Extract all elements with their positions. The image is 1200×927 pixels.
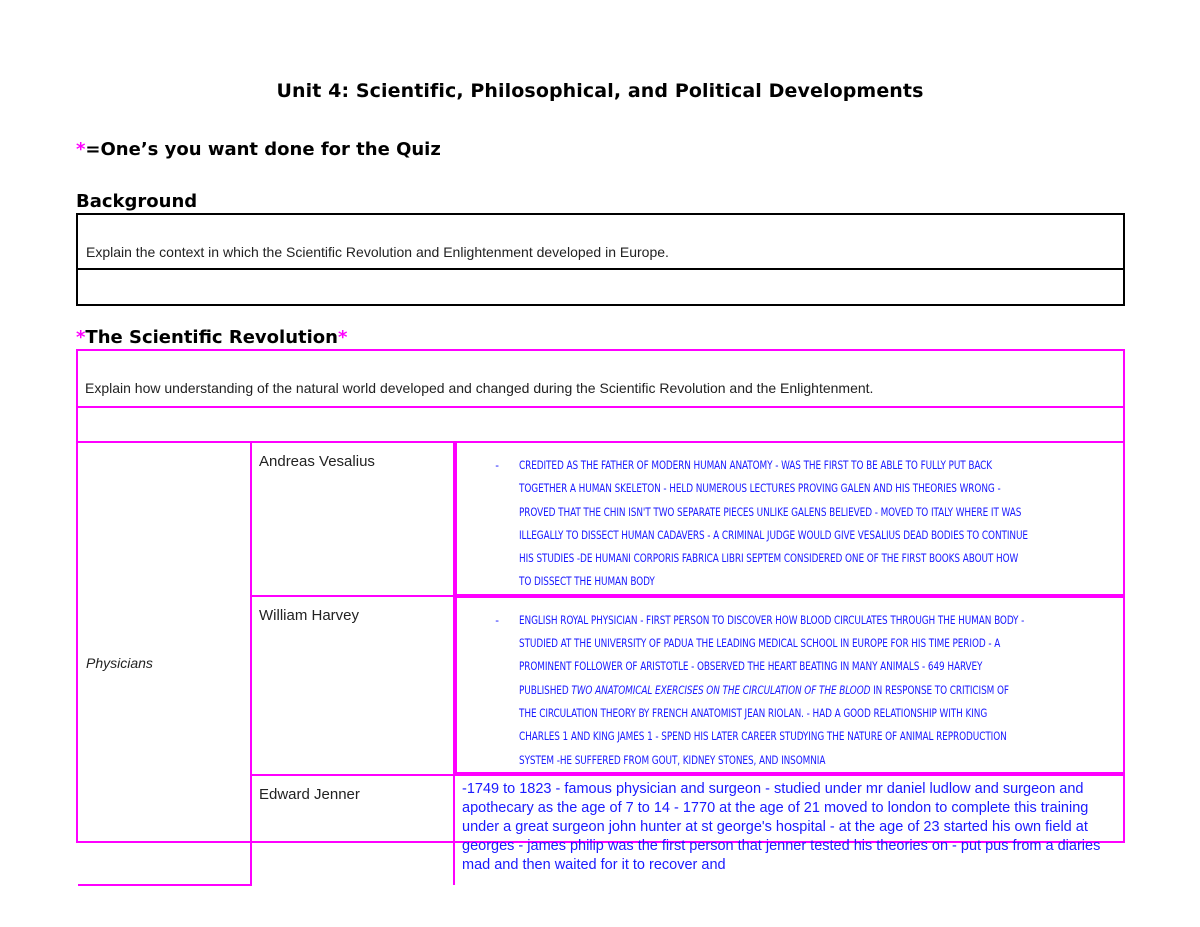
page-title: Unit 4: Scientific, Philosophical, and Political Developments <box>276 80 924 102</box>
notes-text-part: IN RESPONSE TO CRITICISM OF THE CIRCULATION THEORY BY FRENCH ANATOMIST JEAN RIOLAN. - HAD A GOOD RELATIONSHIP WITH KING CHARLES 1 AND KING JAMES 1 - SPEND HIS LATER CAREER STUDYING THE NATURE OF ANIMAL REPRODUCTION SYSTEM -HE SUFFERED FROM GOUT, KIDNEY STONES, AND INSOMNIA <box>519 682 1009 767</box>
notes-text-part: ENGLISH ROYAL PHYSICIAN - FIRST PERSON TO DISCOVER HOW BLOOD CIRCULATES THROUGH THE HUMAN BODY - STUDIED AT THE UNIVERSITY OF PADUA THE LEADING MEDICAL SCHOOL IN EUROPE FOR HIS TIME PERIOD - A PROMINENT FOLLOWER OF ARISTOTLE - OBSERVED THE HEART BEATING IN MANY ANIMALS - 649 HARVEY PUBLISHED <box>519 612 1025 697</box>
heading-star-left: * <box>76 327 86 348</box>
physician-name: Edward Jenner <box>251 775 454 885</box>
physician-name: William Harvey <box>251 596 454 775</box>
book-title: TWO ANATOMICAL EXERCISES ON THE CIRCULATION OF THE BLOOD <box>571 682 871 697</box>
category-cell: Physicians <box>78 443 251 885</box>
scientific-revolution-table <box>76 349 1125 873</box>
heading-text: The Scientific Revolution <box>85 327 338 348</box>
physician-notes[interactable] <box>455 443 1123 596</box>
notes-text: CREDITED AS THE FATHER OF MODERN HUMAN ANATOMY - WAS THE FIRST TO BE ABLE TO FULLY PUT BACK TOGETHER A HUMAN SKELETON - HELD NUMEROUS LECTURES PROVING GALEN AND HIS THEORIES WRONG - PROVED THAT THE CHIN ISN'T TWO SEPARATE PIECES UNLIKE GALENS BELIEVED - MOVED TO ITALY WHERE IT WAS ILLEGALLY TO DISSECT HUMAN CADAVERS - A CRIMINAL JUDGE WOULD GIVE VESALIUS DEAD BODIES TO CONTINUE HIS STUDIES -DE HUMANI CORPORIS FABRICA LIBRI SEPTEM CONSIDERED ONE OF THE FIRST BOOKS ABOUT HOW TO DISSECT THE HUMAN BODY <box>519 458 1028 589</box>
table-row <box>78 443 1123 596</box>
notes-text <box>519 609 1028 772</box>
background-heading: Background <box>76 191 198 212</box>
physician-notes[interactable] <box>455 596 1123 774</box>
scientific-revolution-prompt: Explain how understanding of the natural world developed and changed during the Scientific Revolution and the Enlightenment. <box>78 351 1123 408</box>
quiz-note-text: =One’s you want done for the Quiz <box>85 139 441 160</box>
scientific-revolution-heading <box>76 327 347 348</box>
background-prompt: Explain the context in which the Scientific Revolution and Enlightenment developed in Europe. <box>78 215 1123 270</box>
bullet-dash: - <box>495 458 499 472</box>
physician-name: Andreas Vesalius <box>251 443 454 596</box>
bullet-dash: - <box>495 612 499 627</box>
quiz-star: * <box>76 139 86 160</box>
heading-star-right: * <box>337 327 348 348</box>
physicians-table <box>78 443 1123 886</box>
background-table <box>76 213 1125 306</box>
quiz-note <box>76 139 441 160</box>
scientific-revolution-answer-cell[interactable] <box>78 408 1123 443</box>
physician-notes[interactable]: -1749 to 1823 - famous physician and surgeon - studied under mr daniel ludlow and surgeon and apothecary as the age of 7 to 14 - 1770 at the age of 21 moved to london to complete this training under a great surgeon john hunter at st george's hospital - at the age of 23 started his own field at georges - james philip was the first person that jenner tested his theories on - put pus from a diaries mad and then waited for it to recover and <box>454 775 1123 885</box>
